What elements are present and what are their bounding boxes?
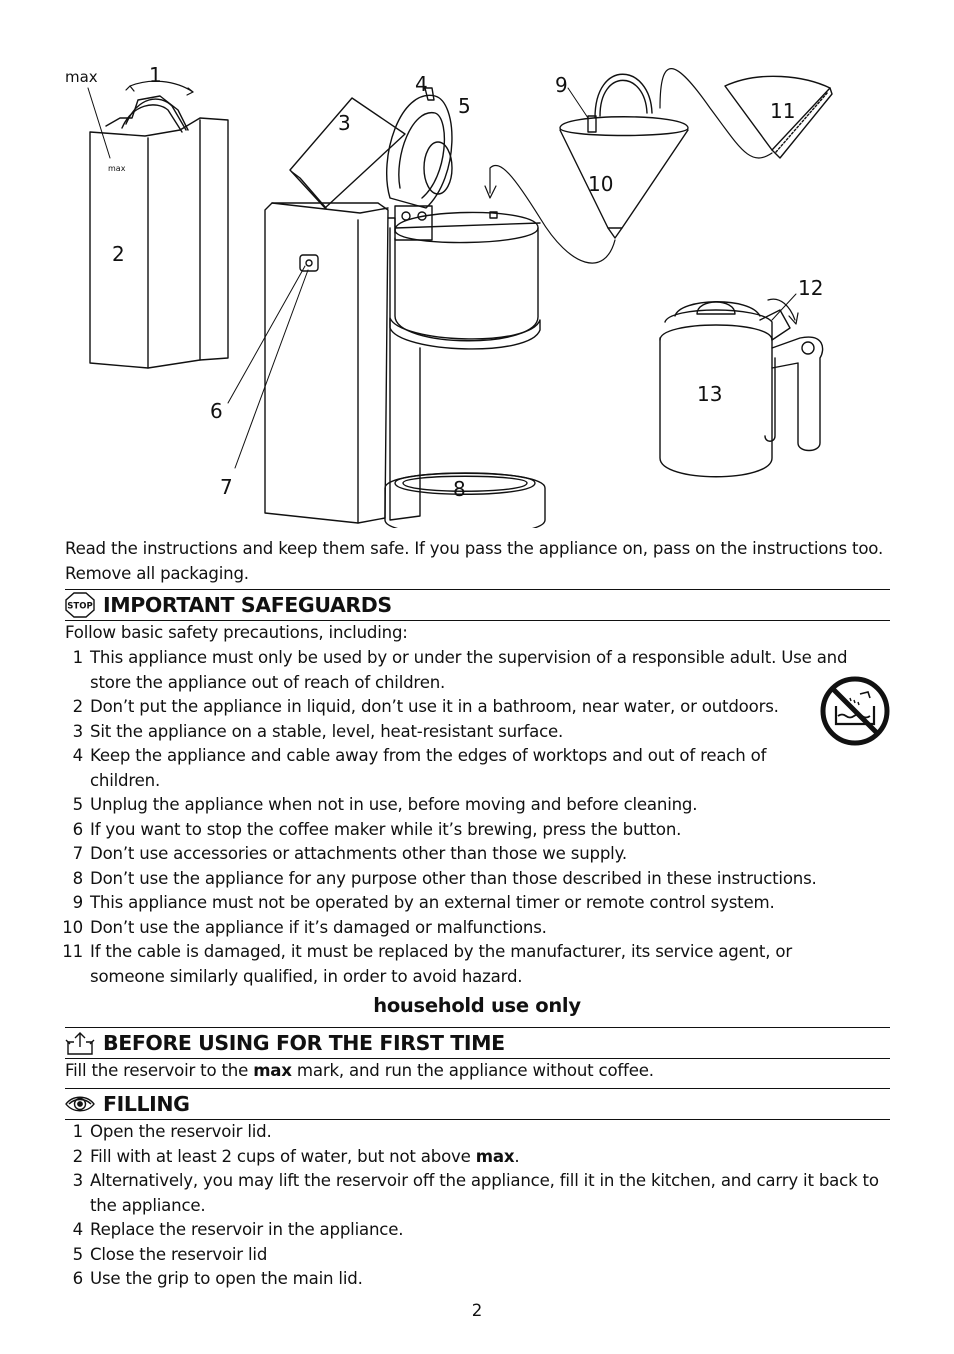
list-item: 1 This appliance must only be used by or under the supervision of a responsible adult. Use and store the appliance out of reach of children. [72,648,848,692]
label-9: 9 [555,73,568,97]
carafe-drawing [660,302,823,477]
list-item: 4 Keep the appliance and cable away from the edges of worktops and out of reach of children. [72,746,767,790]
no-water-immersion-icon [820,676,890,746]
unpack-box-icon [65,1030,95,1056]
list-item: 1 Open the reservoir lid. [72,1122,272,1141]
label-10: 10 [588,172,614,196]
filter-holder-drawing [560,74,688,238]
intro-text: Read the instructions and keep them safe. If you pass the appliance on, pass on the instructions too. Remove all packaging. [65,539,884,583]
list-item: 5 Unplug the appliance when not in use, before moving and before cleaning. [72,795,698,814]
filling-list [0,1120,900,1292]
eye-icon [65,1091,95,1117]
label-2: 2 [112,242,125,266]
safeguards-lead: Follow basic safety precautions, including: [65,623,408,642]
safeguards-list [0,646,900,989]
label-13: 13 [697,382,723,406]
list-item: 2 Don’t put the appliance in liquid, don’t use it in a bathroom, near water, or outdoors. [72,697,779,716]
reservoir-drawing [88,81,228,368]
section-title: IMPORTANT SAFEGUARDS [103,593,392,617]
safeguards-heading [65,589,890,621]
list-item: 3 Alternatively, you may lift the reservoir off the appliance, fill it in the kitchen, and carry it back to the appliance. [72,1171,879,1215]
list-item: 9 This appliance must not be operated by an external timer or remote control system. [72,893,775,912]
label-1: 1 [149,63,162,87]
section-title: FILLING [103,1092,190,1116]
list-item: 3 Sit the appliance on a stable, level, heat-resistant surface. [72,721,564,741]
list-item: 7 Don’t use accessories or attachments other than those we supply. [72,844,627,863]
list-item: 6 Use the grip to open the main lid. [72,1269,363,1288]
label-5: 5 [458,94,471,118]
label-max-inner: max [108,164,126,173]
label-3: 3 [338,111,351,135]
filling-heading [65,1088,890,1120]
list-item: 8 Don’t use the appliance for any purpose other than those described in these instructions. [72,868,817,888]
label-max-outer: max [65,68,98,86]
list-item: 2 Fill with at least 2 cups of water, but not above max. [72,1146,520,1166]
list-item: 11 If the cable is damaged, it must be replaced by the manufacturer, its service agent, or someone similarly qualified, in order to avoid hazard. [62,942,792,986]
svg-text:STOP: STOP [67,601,93,612]
list-item: 4 Replace the reservoir in the appliance. [72,1220,404,1239]
list-item: 6 If you want to stop the coffee maker while it’s brewing, press the button. [72,819,682,839]
household-use-note: household use only [373,994,581,1017]
coffee-maker-parts-diagram [60,58,900,528]
label-7: 7 [220,475,233,499]
first-time-heading [65,1027,890,1059]
list-item: 5 Close the reservoir lid [72,1244,268,1264]
label-12: 12 [798,276,824,300]
section-title: BEFORE USING FOR THE FIRST TIME [103,1031,505,1055]
label-4: 4 [415,72,428,96]
coffee-maker-body-drawing [265,203,545,528]
label-11: 11 [770,99,796,123]
stop-sign-icon [65,592,95,618]
label-6: 6 [210,399,223,423]
list-item: 10 Don’t use the appliance if it’s damaged or malfunctions. [62,917,547,937]
label-8: 8 [453,477,466,501]
page-number: 2 [471,1301,483,1320]
first-time-text: Fill the reservoir to the max mark, and run the appliance without coffee. [65,1061,654,1080]
